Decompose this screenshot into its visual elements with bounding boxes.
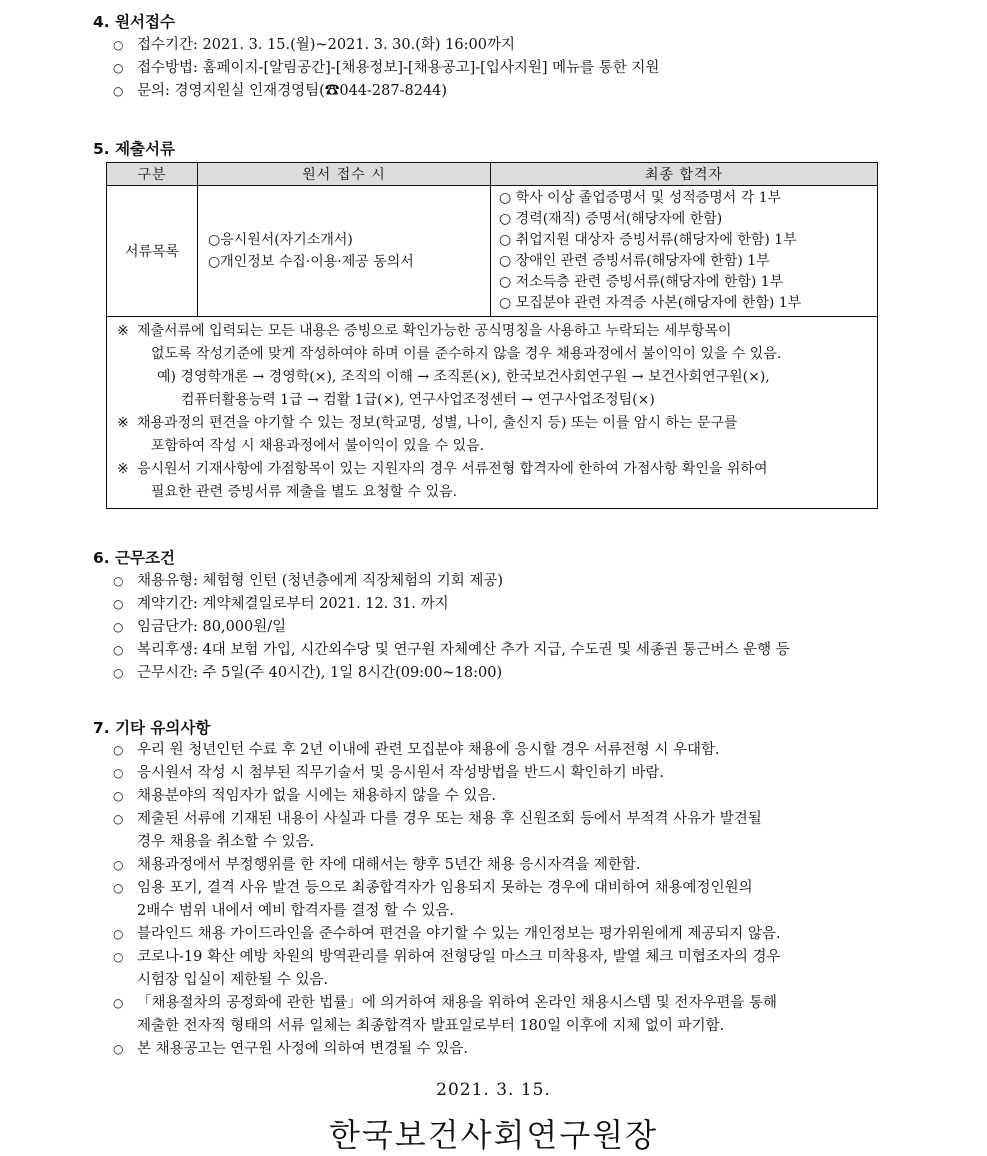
list-item: ○ 접수방법: 홈페이지-[알림공간]-[채용정보]-[채용공고]-[입사지원] 메뉴를 통한 지원 xyxy=(113,57,903,80)
reference-mark-icon: ※ xyxy=(117,461,129,477)
list-item: ○개인정보 수집·이용·제공 동의서 xyxy=(208,254,414,270)
bullet-circle-icon: ○ xyxy=(113,38,124,52)
bullet-circle-icon: ○ xyxy=(113,950,124,964)
section-6-list xyxy=(113,570,903,685)
bullet-circle-icon: ○ xyxy=(113,996,124,1010)
list-item: ○ 「채용절차의 공정화에 관한 법률」에 의거하여 채용을 위하여 온라인 채용시스템 및 전자우편을 통해 제출한 전자적 형태의 서류 일체는 최종합격자 발표일로부터 180일 이후에 지체 없이 파기함. xyxy=(113,992,903,1038)
section-4-list xyxy=(113,34,903,103)
note-item: ※ 제출서류에 입력되는 모든 내용은 증빙으로 확인가능한 공식명칭을 사용하고 누락되는 세부항목이 없도록 작성기준에 맞게 작성하여야 하며 이를 준수하지 않을 경우 채용과정에서 불이익이 있을 수 있음. 예) 경영학개론 → 경영학(×), 조직의 이해 → 조직론(×), 한국보건사회연구원 → 보건사회연구원(×), 컴퓨터활용능력 1급 → 컴활 1급(×), 연구사업조정센터 → 연구사업조정팀(×) xyxy=(117,320,871,412)
column-header: 최종 합격자 xyxy=(491,163,878,186)
list-item: ○ 경력(재직) 증명서(해당자에 한함) xyxy=(499,211,723,227)
bullet-circle-icon: ○ xyxy=(113,61,124,75)
documents-table xyxy=(106,162,878,509)
bullet-circle-icon: ○ xyxy=(113,766,124,780)
bullet-circle-icon: ○ xyxy=(113,858,124,872)
notes-cell xyxy=(107,317,878,509)
list-item: ○ 모집분야 관련 자격증 사본(해당자에 한함) 1부 xyxy=(499,295,802,311)
list-item: ○ 계약기간: 계약체결일로부터 2021. 12. 31. 까지 xyxy=(113,593,903,616)
bullet-circle-icon: ○ xyxy=(113,789,124,803)
list-item: ○ 장애인 관련 증빙서류(해당자에 한함) 1부 xyxy=(499,253,770,269)
issuing-organization: 한국보건사회연구원장 xyxy=(328,1116,659,1154)
bullet-circle-icon: ○ xyxy=(113,84,124,98)
list-item: ○ 우리 원 청년인턴 수료 후 2년 이내에 관련 모집분야 채용에 응시할 경우 서류전형 시 우대함. xyxy=(113,739,903,762)
bullet-circle-icon: ○ xyxy=(113,666,124,680)
list-item: ○ 복리후생: 4대 보험 가입, 시간외수당 및 연구원 자체예산 추가 지급, 수도권 및 세종권 통근버스 운행 등 xyxy=(113,639,903,662)
list-item: ○ 저소득층 관련 증빙서류(해당자에 한함) 1부 xyxy=(499,274,784,290)
note-item: ※ 채용과정의 편견을 야기할 수 있는 정보(학교명, 성별, 나이, 출신지 등) 또는 이를 암시 하는 문구를 포함하여 작성 시 채용과정에서 불이익이 있을 수 있음. xyxy=(117,412,871,458)
table-row xyxy=(107,317,878,509)
bullet-circle-icon: ○ xyxy=(113,1042,124,1056)
list-item: ○ 채용유형: 체험형 인턴 (청년층에게 직장체험의 기회 제공) xyxy=(113,570,903,593)
reference-mark-icon: ※ xyxy=(117,323,129,339)
list-item: ○ 임용 포기, 결격 사유 발견 등으로 최종합격자가 임용되지 못하는 경우에 대비하여 채용예정인원의 2배수 범위 내에서 예비 합격자를 결정 할 수 있음. xyxy=(113,877,903,923)
section-5-title: 5. 제출서류 xyxy=(93,140,175,158)
section-6-title: 6. 근무조건 xyxy=(93,549,175,567)
list-item: ○ 제출된 서류에 기재된 내용이 사실과 다를 경우 또는 채용 후 신원조회 등에서 부적격 사유가 발견될 경우 채용을 취소할 수 있음. xyxy=(113,808,903,854)
list-item: ○ 접수기간: 2021. 3. 15.(월)~2021. 3. 30.(화) 16:00까지 xyxy=(113,34,903,57)
section-7-list xyxy=(113,739,903,1061)
bullet-circle-icon: ○ xyxy=(113,574,124,588)
column-header: 구분 xyxy=(107,163,198,186)
list-item: ○ 본 채용공고는 연구원 사정에 의하여 변경될 수 있음. xyxy=(113,1038,903,1061)
bullet-circle-icon: ○ xyxy=(113,597,124,611)
announcement-date: 2021. 3. 15. xyxy=(436,1080,551,1100)
table-row xyxy=(107,186,878,317)
list-item: ○ 채용분야의 적임자가 없을 시에는 채용하지 않을 수 있음. xyxy=(113,785,903,808)
bullet-circle-icon: ○ xyxy=(113,643,124,657)
list-item: ○ 응시원서 작성 시 첨부된 직무기술서 및 응시원서 작성방법을 반드시 확인하기 바람. xyxy=(113,762,903,785)
list-item: ○ 코로나-19 확산 예방 차원의 방역관리를 위하여 전형당일 마스크 미착용자, 발열 체크 미협조자의 경우 시험장 입실이 제한될 수 있음. xyxy=(113,946,903,992)
bullet-circle-icon: ○ xyxy=(113,927,124,941)
list-item: ○응시원서(자기소개서) xyxy=(208,232,353,248)
list-item: ○ 근무시간: 주 5일(주 40시간), 1일 8시간(09:00~18:00) xyxy=(113,662,903,685)
list-item: ○ 취업지원 대상자 증빙서류(해당자에 한함) 1부 xyxy=(499,232,797,248)
final-docs-cell xyxy=(491,186,878,317)
note-item: ※ 응시원서 기재사항에 가점항목이 있는 지원자의 경우 서류전형 합격자에 한하여 가점사항 확인을 위하여 필요한 관련 증빙서류 제출을 별도 요청할 수 있음. xyxy=(117,458,871,504)
list-item: ○ 문의: 경영지원실 인재경영팀(☎044-287-8244) xyxy=(113,80,903,103)
bullet-circle-icon: ○ xyxy=(113,881,124,895)
section-7-title: 7. 기타 유의사항 xyxy=(93,719,211,737)
list-item: ○ 임금단가: 80,000원/일 xyxy=(113,616,903,639)
bullet-circle-icon: ○ xyxy=(113,620,124,634)
column-header: 원서 접수 시 xyxy=(198,163,491,186)
bullet-circle-icon: ○ xyxy=(113,812,124,826)
list-item: ○ 학사 이상 졸업증명서 및 성적증명서 각 1부 xyxy=(499,190,782,206)
reference-mark-icon: ※ xyxy=(117,415,129,431)
apply-docs-cell xyxy=(198,186,491,317)
table-header-row xyxy=(107,163,878,186)
category-cell: 서류목록 xyxy=(107,186,198,317)
section-4-title: 4. 원서접수 xyxy=(93,13,175,31)
bullet-circle-icon: ○ xyxy=(113,743,124,757)
list-item: ○ 채용과정에서 부정행위를 한 자에 대해서는 향후 5년간 채용 응시자격을 제한함. xyxy=(113,854,903,877)
list-item: ○ 블라인드 채용 가이드라인을 준수하여 편견을 야기할 수 있는 개인정보는 평가위원에게 제공되지 않음. xyxy=(113,923,903,946)
